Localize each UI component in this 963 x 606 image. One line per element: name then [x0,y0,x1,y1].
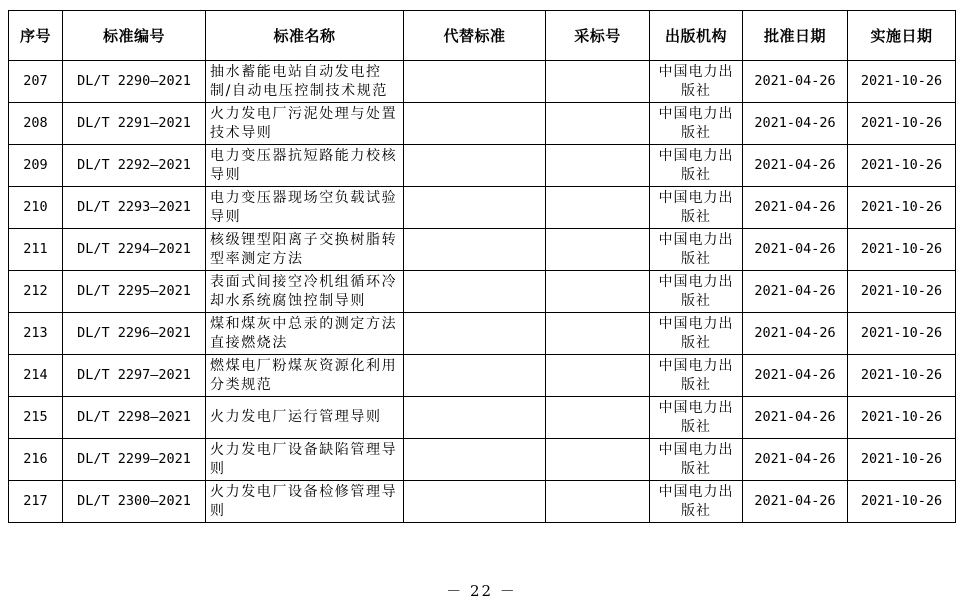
cell-seq: 212 [9,271,63,313]
cell-publisher: 中国电力出版社 [650,355,743,397]
cell-seq: 211 [9,229,63,271]
cell-replaces [404,439,546,481]
cell-name: 电力变压器现场空负载试验导则 [206,187,404,229]
cell-adopted [546,439,650,481]
cell-name: 火力发电厂运行管理导则 [206,397,404,439]
cell-replaces [404,397,546,439]
cell-effective-date: 2021-10-26 [848,397,956,439]
cell-approved-date: 2021-04-26 [743,313,848,355]
cell-name: 火力发电厂设备缺陷管理导则 [206,439,404,481]
cell-replaces [404,355,546,397]
cell-name: 电力变压器抗短路能力校核导则 [206,145,404,187]
table-row [9,271,956,313]
cell-seq: 208 [9,103,63,145]
cell-name: 核级锂型阳离子交换树脂转型率测定方法 [206,229,404,271]
table-row [9,355,956,397]
header-adopted: 采标号 [546,11,650,61]
cell-approved-date: 2021-04-26 [743,187,848,229]
cell-name: 煤和煤灰中总汞的测定方法 直接燃烧法 [206,313,404,355]
cell-approved-date: 2021-04-26 [743,271,848,313]
cell-code: DL/T 2298—2021 [63,397,206,439]
cell-code: DL/T 2299—2021 [63,439,206,481]
cell-adopted [546,145,650,187]
cell-name: 火力发电厂污泥处理与处置技术导则 [206,103,404,145]
header-replaces: 代替标准 [404,11,546,61]
cell-adopted [546,355,650,397]
cell-seq: 207 [9,61,63,103]
cell-adopted [546,271,650,313]
cell-name: 表面式间接空冷机组循环冷却水系统腐蚀控制导则 [206,271,404,313]
cell-publisher: 中国电力出版社 [650,229,743,271]
table-row [9,397,956,439]
table-row [9,187,956,229]
cell-replaces [404,229,546,271]
cell-replaces [404,313,546,355]
header-publisher: 出版机构 [650,11,743,61]
cell-seq: 209 [9,145,63,187]
cell-replaces [404,271,546,313]
cell-publisher: 中国电力出版社 [650,103,743,145]
cell-effective-date: 2021-10-26 [848,229,956,271]
cell-effective-date: 2021-10-26 [848,271,956,313]
cell-adopted [546,103,650,145]
cell-approved-date: 2021-04-26 [743,61,848,103]
cell-effective-date: 2021-10-26 [848,103,956,145]
header-name: 标准名称 [206,11,404,61]
cell-adopted [546,481,650,523]
cell-code: DL/T 2300—2021 [63,481,206,523]
cell-adopted [546,397,650,439]
cell-code: DL/T 2292—2021 [63,145,206,187]
cell-effective-date: 2021-10-26 [848,439,956,481]
header-effective-date: 实施日期 [848,11,956,61]
cell-effective-date: 2021-10-26 [848,481,956,523]
cell-code: DL/T 2296—2021 [63,313,206,355]
cell-effective-date: 2021-10-26 [848,355,956,397]
cell-effective-date: 2021-10-26 [848,145,956,187]
cell-replaces [404,187,546,229]
cell-replaces [404,481,546,523]
cell-adopted [546,229,650,271]
table-row [9,481,956,523]
cell-replaces [404,145,546,187]
cell-publisher: 中国电力出版社 [650,187,743,229]
cell-seq: 215 [9,397,63,439]
cell-approved-date: 2021-04-26 [743,439,848,481]
cell-approved-date: 2021-04-26 [743,355,848,397]
table-row [9,439,956,481]
cell-approved-date: 2021-04-26 [743,145,848,187]
cell-seq: 210 [9,187,63,229]
cell-publisher: 中国电力出版社 [650,61,743,103]
cell-effective-date: 2021-10-26 [848,61,956,103]
cell-name: 火力发电厂设备检修管理导则 [206,481,404,523]
header-code: 标准编号 [63,11,206,61]
cell-effective-date: 2021-10-26 [848,313,956,355]
cell-approved-date: 2021-04-26 [743,481,848,523]
cell-code: DL/T 2295—2021 [63,271,206,313]
cell-adopted [546,61,650,103]
table-row [9,103,956,145]
cell-adopted [546,187,650,229]
standards-table [8,10,956,523]
cell-adopted [546,313,650,355]
cell-approved-date: 2021-04-26 [743,229,848,271]
cell-seq: 213 [9,313,63,355]
header-seq: 序号 [9,11,63,61]
table-row [9,61,956,103]
table-row [9,313,956,355]
cell-seq: 217 [9,481,63,523]
cell-effective-date: 2021-10-26 [848,187,956,229]
cell-code: DL/T 2294—2021 [63,229,206,271]
cell-seq: 214 [9,355,63,397]
cell-name: 抽水蓄能电站自动发电控制/自动电压控制技术规范 [206,61,404,103]
cell-approved-date: 2021-04-26 [743,103,848,145]
table-row [9,145,956,187]
cell-publisher: 中国电力出版社 [650,397,743,439]
cell-code: DL/T 2291—2021 [63,103,206,145]
cell-name: 燃煤电厂粉煤灰资源化利用分类规范 [206,355,404,397]
table-row [9,229,956,271]
cell-publisher: 中国电力出版社 [650,481,743,523]
cell-code: DL/T 2297—2021 [63,355,206,397]
cell-replaces [404,103,546,145]
cell-code: DL/T 2293—2021 [63,187,206,229]
table-header-row [9,11,956,61]
cell-approved-date: 2021-04-26 [743,397,848,439]
cell-seq: 216 [9,439,63,481]
cell-replaces [404,61,546,103]
cell-publisher: 中国电力出版社 [650,313,743,355]
page-number: － 22 － [446,582,517,600]
header-approved-date: 批准日期 [743,11,848,61]
cell-publisher: 中国电力出版社 [650,271,743,313]
cell-publisher: 中国电力出版社 [650,439,743,481]
cell-code: DL/T 2290—2021 [63,61,206,103]
cell-publisher: 中国电力出版社 [650,145,743,187]
